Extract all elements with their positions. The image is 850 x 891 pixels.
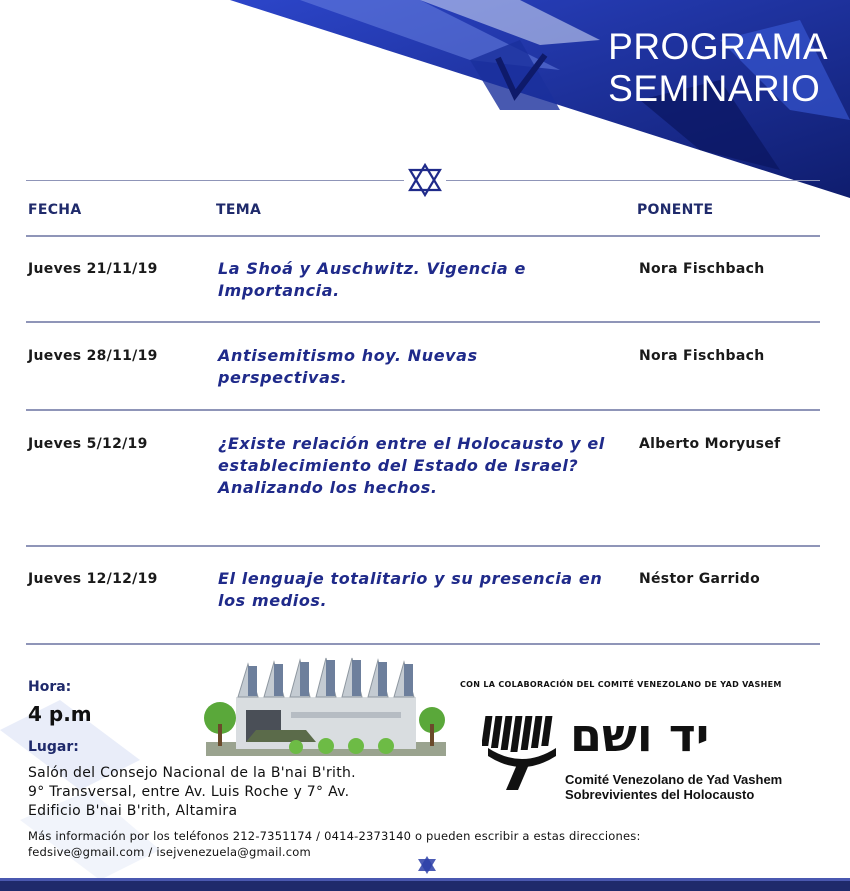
session-topic: Antisemitismo hoy. Nuevas perspectivas. (218, 346, 478, 387)
time-value: 4 p.m (28, 702, 92, 726)
address-line: Edificio B'nai B'rith, Altamira (28, 803, 238, 819)
yad-vashem-name (565, 772, 782, 802)
title-line-1: PROGRAMA (608, 26, 828, 67)
star-of-david-small-icon (416, 855, 438, 875)
place-address (28, 764, 356, 821)
session-topic: ¿Existe relación entre el Holocausto y el establecimiento del Estado de Israel? Analizando los hechos. (218, 434, 605, 497)
contact-info (28, 828, 641, 860)
column-header-speaker: PONENTE (637, 202, 714, 218)
collaboration-text: CON LA COLABORACIÓN DEL COMITÉ VENEZOLANO DE YAD VASHEM (460, 680, 782, 689)
session-date: Jueves 28/11/19 (28, 348, 158, 364)
contact-phones: Más información por los teléfonos 212-7351174 / 0414-2373140 o pueden escribir a estas direcciones: (28, 829, 641, 843)
row-divider (26, 321, 820, 323)
row-divider (26, 235, 820, 237)
session-speaker: Nora Fischbach (639, 261, 765, 277)
program-title (608, 26, 828, 110)
top-divider-left (26, 180, 404, 181)
place-label: Lugar: (28, 739, 79, 755)
session-topic: El lenguaje totalitario y su presencia en los medios. (218, 569, 603, 610)
session-date: Jueves 12/12/19 (28, 571, 158, 587)
committee-name: Comité Venezolano de Yad Vashem (565, 772, 783, 787)
row-divider (26, 409, 820, 411)
row-divider (26, 545, 820, 547)
top-divider-right (446, 180, 820, 181)
column-header-topic: TEMA (216, 202, 262, 218)
yad-vashem-hebrew-logo: יד ושם (570, 708, 710, 762)
menorah-logo-icon (482, 712, 562, 792)
building-illustration (196, 652, 451, 760)
time-label: Hora: (28, 679, 72, 695)
address-line: 9° Transversal, entre Av. Luis Roche y 7° Av. (28, 784, 350, 800)
session-speaker: Alberto Moryusef (639, 436, 781, 452)
title-line-2: SEMINARIO (608, 68, 821, 109)
row-divider (26, 643, 820, 645)
session-speaker: Néstor Garrido (639, 571, 761, 587)
star-of-david-icon (407, 163, 443, 197)
footer-bar (0, 878, 850, 891)
contact-emails: fedsive@gmail.com / isejvenezuela@gmail.com (28, 845, 311, 859)
session-speaker: Nora Fischbach (639, 348, 765, 364)
session-date: Jueves 21/11/19 (28, 261, 158, 277)
column-header-date: FECHA (28, 202, 82, 218)
committee-subtitle: Sobrevivientes del Holocausto (565, 787, 755, 802)
address-line: Salón del Consejo Nacional de la B'nai B'rith. (28, 765, 356, 781)
session-topic: La Shoá y Auschwitz. Vigencia e Importancia. (218, 259, 526, 300)
session-date: Jueves 5/12/19 (28, 436, 148, 452)
